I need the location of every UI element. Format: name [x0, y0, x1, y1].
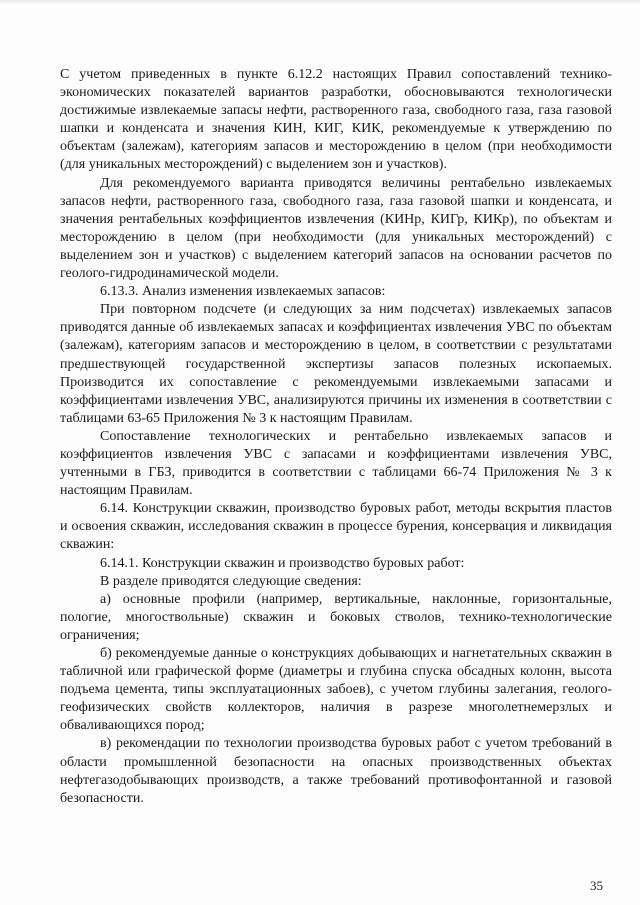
- scan-edge: [0, 0, 640, 4]
- paragraph: При повторном подсчете (и следующих за ним подсчетах) извлекаемых запасов приводятся данные об извлекаемых запасах и коэффициентах извлечения УВС по объектам (залежам), категориям запасов и месторождению в целом, в соответствии с результатами предшествующей государственной экспертизы запасов полезных ископаемых. Производится их сопоставление с рекомендуемыми извлекаемыми запасами и коэффициентами извлечения УВС, анализируются причины их изменения в соответствии с таблицами 63-65 Приложения № 3 к настоящим Правилам.: [60, 302, 612, 426]
- section-heading: 6.14.1. Конструкции скважин и производство буровых работ:: [100, 555, 465, 571]
- paragraph: В разделе приводятся следующие сведения:: [100, 573, 362, 589]
- list-item: а) основные профили (например, вертикальные, наклонные, горизонтальные, пологие, многоствольные) скважин и боковых стволов, технико-технологические ограничения;: [60, 591, 612, 643]
- page-number: 35: [590, 878, 603, 893]
- paragraph: С учетом приведенных в пункте 6.12.2 настоящих Правил сопоставлений технико-экономических показателей вариантов разработки, обосновываются технологически достижимые извлекаемые запасы нефти, растворенного газа, свободного газа, газа газовой шапки и конденсата и значения КИН, КИГ, КИК, рекомендуемые к утверждению по объектам (залежам), категориям запасов и месторождению в целом (при необходимости (для уникальных месторождений) с выделением зон и участков).: [60, 67, 612, 173]
- section-heading: 6.14. Конструкции скважин, производство буровых работ, методы вскрытия пластов и освоения скважин, исследования скважин в процессе бурения, консервация и ликвидация скважин:: [60, 501, 612, 553]
- paragraph: Сопоставление технологических и рентабельно извлекаемых запасов и коэффициентов извлечения УВС с запасами и коэффициентами извлечения УВС, учтенными в ГБЗ, приводится в соответствии с таблицами 66-74 Приложения № 3 к настоящим Правилам.: [60, 428, 612, 499]
- body-text: [60, 66, 612, 808]
- list-item: в) рекомендации по технологии производства буровых работ с учетом требований в области промышленной безопасности на опасных производственных объектах нефтегазодобывающих производств, а также требований противофонтанной и газовой безопасности.: [60, 736, 612, 806]
- paragraph: Для рекомендуемого варианта приводятся величины рентабельно извлекаемых запасов нефти, растворенного газа, свободного газа, газа газовой шапки и конденсата, и значения рентабельных коэффициентов извлечения (КИНр, КИГр, КИКр), по объектам и месторождению в целом (при необходимости (для уникальных месторождений) с выделением зон и участков) с выделением категорий запасов на основании расчетов по геолого-гидродинамической модели.: [60, 175, 612, 282]
- list-item: б) рекомендуемые данные о конструкциях добывающих и нагнетательных скважин в табличной или графической форме (диаметры и глубина спуска обсадных колонн, высота подъема цемента, типы эксплуатационных забоев), с учетом глубины залегания, геолого-геофизических свойств коллекторов, наличия в разрезе многолетнемерзлых и обваливающихся пород;: [60, 646, 612, 734]
- section-heading: 6.13.3. Анализ изменения извлекаемых запасов:: [100, 284, 386, 300]
